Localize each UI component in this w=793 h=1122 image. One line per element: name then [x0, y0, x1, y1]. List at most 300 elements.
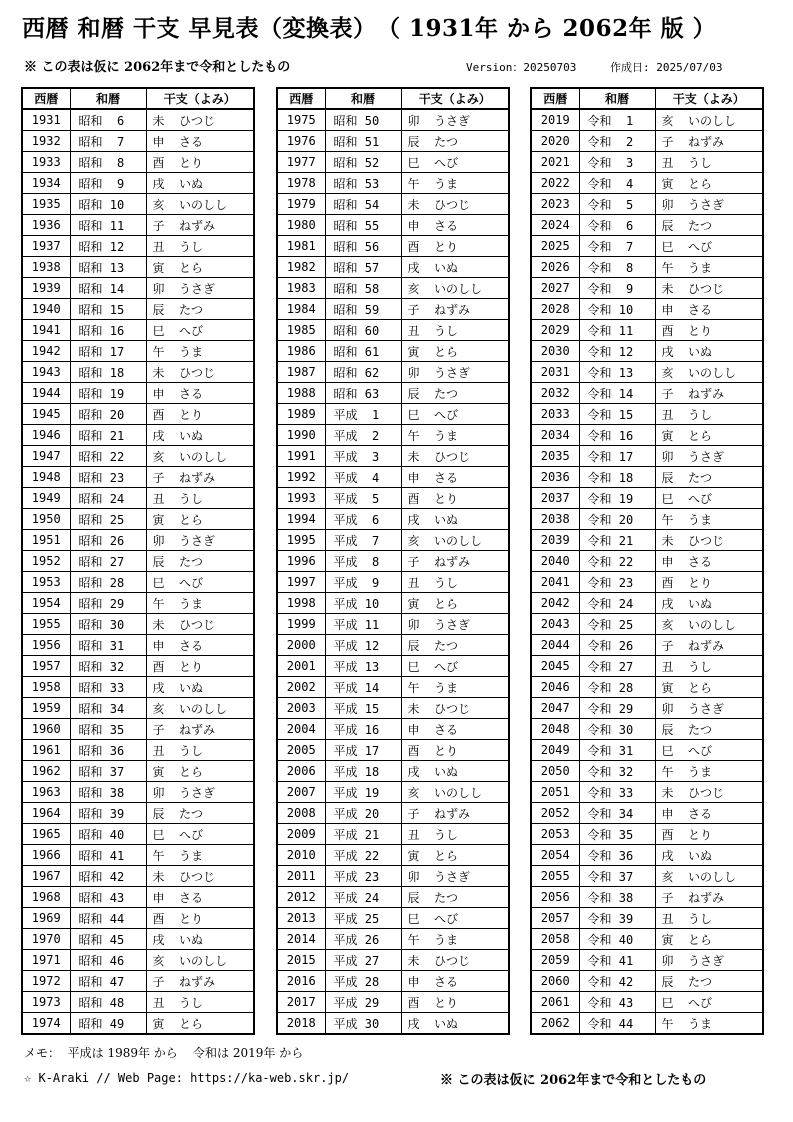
cell-year: 1958	[22, 677, 70, 698]
cell-wareki: 昭和 16	[70, 320, 146, 341]
cell-wareki: 令和 35	[579, 824, 655, 845]
cell-eto: 子 ねずみ	[655, 383, 763, 404]
cell-year: 1940	[22, 299, 70, 320]
table-row	[22, 677, 254, 698]
cell-eto: 巳 へび	[401, 152, 509, 173]
cell-eto: 戌 いぬ	[146, 173, 254, 194]
cell-year: 2022	[531, 173, 579, 194]
cell-wareki: 平成 24	[325, 887, 401, 908]
cell-wareki: 平成 15	[325, 698, 401, 719]
cell-eto: 子 ねずみ	[401, 551, 509, 572]
cell-year: 2007	[277, 782, 325, 803]
cell-eto: 丑 うし	[146, 488, 254, 509]
table-row	[22, 509, 254, 530]
cell-year: 2012	[277, 887, 325, 908]
cell-eto: 子 ねずみ	[146, 971, 254, 992]
cell-wareki: 令和 24	[579, 593, 655, 614]
cell-eto: 申 さる	[401, 971, 509, 992]
cell-year: 1977	[277, 152, 325, 173]
table-row	[277, 509, 509, 530]
cell-year: 1967	[22, 866, 70, 887]
table-row	[531, 278, 763, 299]
cell-wareki: 平成 19	[325, 782, 401, 803]
cell-wareki: 昭和 45	[70, 929, 146, 950]
table-row	[277, 320, 509, 341]
cell-year: 1960	[22, 719, 70, 740]
table-row	[22, 635, 254, 656]
cell-year: 1963	[22, 782, 70, 803]
table-row	[22, 803, 254, 824]
cell-year: 1955	[22, 614, 70, 635]
table-row	[531, 509, 763, 530]
table-row	[22, 152, 254, 173]
cell-eto: 子 ねずみ	[146, 467, 254, 488]
cell-year: 2056	[531, 887, 579, 908]
cell-eto: 巳 へび	[655, 488, 763, 509]
table-row	[531, 404, 763, 425]
cell-eto: 寅 とら	[401, 593, 509, 614]
cell-year: 1984	[277, 299, 325, 320]
table-row	[531, 383, 763, 404]
cell-eto: 午 うま	[146, 341, 254, 362]
table-row	[22, 320, 254, 341]
table-row	[277, 446, 509, 467]
cell-eto: 卯 うさぎ	[146, 782, 254, 803]
cell-wareki: 昭和 57	[325, 257, 401, 278]
table-row	[22, 740, 254, 761]
cell-eto: 巳 へび	[146, 824, 254, 845]
cell-year: 2001	[277, 656, 325, 677]
cell-eto: 辰 たつ	[655, 467, 763, 488]
cell-wareki: 令和 18	[579, 467, 655, 488]
cell-wareki: 昭和 41	[70, 845, 146, 866]
cell-wareki: 昭和 37	[70, 761, 146, 782]
cell-wareki: 平成 9	[325, 572, 401, 593]
cell-year: 2047	[531, 698, 579, 719]
table-row	[277, 782, 509, 803]
cell-eto: 申 さる	[401, 467, 509, 488]
cell-eto: 寅 とら	[401, 341, 509, 362]
column-header-year: 西暦	[277, 88, 325, 109]
cell-eto: 未 ひつじ	[146, 362, 254, 383]
cell-wareki: 昭和 6	[70, 109, 146, 131]
table-row	[277, 467, 509, 488]
cell-year: 2052	[531, 803, 579, 824]
cell-eto: 丑 うし	[655, 656, 763, 677]
cell-wareki: 令和 11	[579, 320, 655, 341]
cell-year: 1998	[277, 593, 325, 614]
cell-eto: 子 ねずみ	[146, 215, 254, 236]
cell-eto: 酉 とり	[401, 740, 509, 761]
cell-year: 1954	[22, 593, 70, 614]
cell-year: 1970	[22, 929, 70, 950]
cell-year: 1968	[22, 887, 70, 908]
table-row	[22, 173, 254, 194]
cell-year: 2062	[531, 1013, 579, 1035]
cell-wareki: 昭和 36	[70, 740, 146, 761]
cell-year: 1956	[22, 635, 70, 656]
cell-wareki: 平成 4	[325, 467, 401, 488]
cell-wareki: 平成 17	[325, 740, 401, 761]
cell-year: 2036	[531, 467, 579, 488]
cell-year: 1986	[277, 341, 325, 362]
table-row	[22, 887, 254, 908]
table-row	[277, 824, 509, 845]
cell-year: 2020	[531, 131, 579, 152]
cell-year: 1974	[22, 1013, 70, 1035]
cell-wareki: 令和 32	[579, 761, 655, 782]
cell-wareki: 平成 2	[325, 425, 401, 446]
cell-year: 1961	[22, 740, 70, 761]
cell-wareki: 令和 13	[579, 362, 655, 383]
cell-year: 2059	[531, 950, 579, 971]
cell-eto: 未 ひつじ	[146, 866, 254, 887]
table-row	[531, 929, 763, 950]
column-header-wareki: 和暦	[579, 88, 655, 109]
table-row	[531, 824, 763, 845]
cell-eto: 申 さる	[655, 803, 763, 824]
cell-eto: 酉 とり	[146, 404, 254, 425]
cell-eto: 戌 いぬ	[655, 341, 763, 362]
cell-eto: 亥 いのしし	[146, 446, 254, 467]
table-row	[277, 971, 509, 992]
cell-wareki: 平成 3	[325, 446, 401, 467]
cell-year: 1936	[22, 215, 70, 236]
column-header-eto: 干支（よみ）	[655, 88, 763, 109]
cell-year: 1950	[22, 509, 70, 530]
cell-year: 1989	[277, 404, 325, 425]
cell-year: 1948	[22, 467, 70, 488]
cell-eto: 辰 たつ	[401, 131, 509, 152]
cell-eto: 寅 とら	[146, 509, 254, 530]
cell-year: 2009	[277, 824, 325, 845]
cell-wareki: 令和 44	[579, 1013, 655, 1035]
table-row	[277, 551, 509, 572]
cell-wareki: 昭和 61	[325, 341, 401, 362]
cell-wareki: 令和 15	[579, 404, 655, 425]
cell-wareki: 令和 12	[579, 341, 655, 362]
cell-wareki: 昭和 52	[325, 152, 401, 173]
table-row	[277, 530, 509, 551]
table-row	[22, 929, 254, 950]
cell-wareki: 昭和 8	[70, 152, 146, 173]
cell-eto: 子 ねずみ	[146, 719, 254, 740]
table-row	[277, 383, 509, 404]
cell-wareki: 令和 40	[579, 929, 655, 950]
cell-wareki: 平成 22	[325, 845, 401, 866]
conversion-table-2	[276, 87, 510, 1035]
table-row	[531, 803, 763, 824]
cell-wareki: 令和 23	[579, 572, 655, 593]
cell-wareki: 昭和 27	[70, 551, 146, 572]
table-row	[22, 761, 254, 782]
cell-eto: 申 さる	[146, 635, 254, 656]
cell-wareki: 令和 33	[579, 782, 655, 803]
table-row	[277, 929, 509, 950]
cell-year: 1965	[22, 824, 70, 845]
cell-year: 2051	[531, 782, 579, 803]
cell-wareki: 昭和 49	[70, 1013, 146, 1035]
table-row	[277, 740, 509, 761]
cell-wareki: 昭和 25	[70, 509, 146, 530]
cell-wareki: 昭和 46	[70, 950, 146, 971]
cell-year: 2011	[277, 866, 325, 887]
cell-year: 2050	[531, 761, 579, 782]
cell-wareki: 昭和 62	[325, 362, 401, 383]
table-row	[22, 425, 254, 446]
table-row	[277, 278, 509, 299]
cell-wareki: 平成 18	[325, 761, 401, 782]
table-row	[22, 698, 254, 719]
cell-wareki: 昭和 40	[70, 824, 146, 845]
cell-wareki: 平成 28	[325, 971, 401, 992]
table-row	[277, 173, 509, 194]
table-row	[277, 908, 509, 929]
cell-year: 2042	[531, 593, 579, 614]
cell-year: 2041	[531, 572, 579, 593]
cell-eto: 寅 とら	[655, 425, 763, 446]
cell-wareki: 昭和 54	[325, 194, 401, 215]
footer-credit: ☆ K-Araki // Web Page: https://ka-web.skr.jp/	[24, 1071, 350, 1085]
cell-wareki: 昭和 15	[70, 299, 146, 320]
cell-year: 2043	[531, 614, 579, 635]
cell-wareki: 昭和 47	[70, 971, 146, 992]
cell-eto: 丑 うし	[401, 572, 509, 593]
cell-wareki: 昭和 34	[70, 698, 146, 719]
cell-wareki: 令和 31	[579, 740, 655, 761]
table-row	[277, 1013, 509, 1035]
table-row	[277, 992, 509, 1013]
cell-year: 1932	[22, 131, 70, 152]
cell-year: 2026	[531, 257, 579, 278]
cell-eto: 午 うま	[401, 425, 509, 446]
table-row	[531, 572, 763, 593]
cell-year: 1995	[277, 530, 325, 551]
table-row	[531, 194, 763, 215]
cell-eto: 卯 うさぎ	[655, 446, 763, 467]
cell-wareki: 昭和 19	[70, 383, 146, 404]
cell-year: 1962	[22, 761, 70, 782]
cell-eto: 巳 へび	[146, 320, 254, 341]
cell-year: 1951	[22, 530, 70, 551]
table-row	[277, 362, 509, 383]
cell-eto: 丑 うし	[655, 908, 763, 929]
cell-year: 2002	[277, 677, 325, 698]
table-row	[277, 131, 509, 152]
cell-eto: 辰 たつ	[146, 803, 254, 824]
cell-year: 2003	[277, 698, 325, 719]
cell-eto: 巳 へび	[146, 572, 254, 593]
cell-wareki: 令和 17	[579, 446, 655, 467]
table-row	[22, 593, 254, 614]
cell-wareki: 平成 5	[325, 488, 401, 509]
cell-eto: 辰 たつ	[401, 887, 509, 908]
cell-eto: 戌 いぬ	[146, 677, 254, 698]
cell-year: 2045	[531, 656, 579, 677]
cell-year: 2034	[531, 425, 579, 446]
cell-eto: 巳 へび	[655, 740, 763, 761]
table-row	[531, 488, 763, 509]
cell-eto: 酉 とり	[401, 236, 509, 257]
cell-wareki: 令和 4	[579, 173, 655, 194]
cell-year: 1943	[22, 362, 70, 383]
cell-eto: 子 ねずみ	[401, 299, 509, 320]
cell-eto: 亥 いのしし	[655, 362, 763, 383]
cell-eto: 巳 へび	[401, 908, 509, 929]
table-row	[22, 656, 254, 677]
cell-wareki: 平成 14	[325, 677, 401, 698]
cell-year: 2018	[277, 1013, 325, 1035]
cell-year: 1972	[22, 971, 70, 992]
cell-wareki: 昭和 44	[70, 908, 146, 929]
table-row	[531, 782, 763, 803]
table-row	[531, 131, 763, 152]
cell-wareki: 令和 25	[579, 614, 655, 635]
cell-wareki: 平成 1	[325, 404, 401, 425]
cell-wareki: 昭和 30	[70, 614, 146, 635]
cell-eto: 卯 うさぎ	[655, 698, 763, 719]
table-row	[277, 425, 509, 446]
table-row	[22, 236, 254, 257]
cell-year: 2030	[531, 341, 579, 362]
cell-eto: 丑 うし	[401, 320, 509, 341]
cell-eto: 午 うま	[655, 761, 763, 782]
cell-eto: 午 うま	[655, 257, 763, 278]
cell-year: 2029	[531, 320, 579, 341]
cell-eto: 亥 いのしし	[146, 698, 254, 719]
table-row	[22, 109, 254, 131]
table-row	[277, 614, 509, 635]
cell-year: 1944	[22, 383, 70, 404]
table-row	[531, 635, 763, 656]
cell-year: 2006	[277, 761, 325, 782]
cell-wareki: 令和 7	[579, 236, 655, 257]
created-date: 作成日: 2025/07/03	[610, 61, 723, 74]
table-row	[531, 593, 763, 614]
cell-wareki: 昭和 18	[70, 362, 146, 383]
table-row	[22, 278, 254, 299]
cell-year: 2048	[531, 719, 579, 740]
cell-wareki: 令和 5	[579, 194, 655, 215]
cell-eto: 戌 いぬ	[655, 593, 763, 614]
cell-eto: 午 うま	[401, 677, 509, 698]
cell-eto: 卯 うさぎ	[655, 950, 763, 971]
cell-year: 1992	[277, 467, 325, 488]
cell-year: 2039	[531, 530, 579, 551]
cell-wareki: 平成 16	[325, 719, 401, 740]
cell-eto: 辰 たつ	[401, 635, 509, 656]
table-row	[531, 551, 763, 572]
cell-eto: 巳 へび	[655, 992, 763, 1013]
cell-eto: 戌 いぬ	[655, 845, 763, 866]
cell-year: 1952	[22, 551, 70, 572]
table-row	[277, 488, 509, 509]
cell-year: 2005	[277, 740, 325, 761]
cell-eto: 戌 いぬ	[146, 425, 254, 446]
cell-eto: 午 うま	[401, 929, 509, 950]
cell-wareki: 令和 41	[579, 950, 655, 971]
table-row	[277, 866, 509, 887]
cell-year: 1993	[277, 488, 325, 509]
cell-wareki: 令和 22	[579, 551, 655, 572]
cell-wareki: 昭和 42	[70, 866, 146, 887]
cell-eto: 巳 へび	[401, 404, 509, 425]
cell-year: 1942	[22, 341, 70, 362]
cell-wareki: 平成 25	[325, 908, 401, 929]
cell-year: 1987	[277, 362, 325, 383]
table-row	[22, 362, 254, 383]
cell-year: 2061	[531, 992, 579, 1013]
cell-eto: 卯 うさぎ	[401, 614, 509, 635]
table-row	[531, 992, 763, 1013]
cell-wareki: 昭和 10	[70, 194, 146, 215]
cell-year: 2008	[277, 803, 325, 824]
cell-year: 1990	[277, 425, 325, 446]
cell-year: 1971	[22, 950, 70, 971]
cell-year: 1994	[277, 509, 325, 530]
cell-eto: 丑 うし	[146, 992, 254, 1013]
cell-eto: 卯 うさぎ	[401, 362, 509, 383]
cell-eto: 亥 いのしし	[655, 614, 763, 635]
table-row	[22, 971, 254, 992]
cell-eto: 丑 うし	[146, 236, 254, 257]
footer-memo: メモ： 平成は 1989年 から 令和は 2019年 から	[24, 1046, 304, 1060]
cell-wareki: 昭和 35	[70, 719, 146, 740]
table-row	[277, 257, 509, 278]
table-row	[22, 488, 254, 509]
table-row	[277, 761, 509, 782]
table-row	[22, 824, 254, 845]
cell-eto: 戌 いぬ	[146, 929, 254, 950]
cell-wareki: 昭和 9	[70, 173, 146, 194]
cell-eto: 亥 いのしし	[401, 782, 509, 803]
cell-eto: 酉 とり	[655, 320, 763, 341]
cell-wareki: 昭和 48	[70, 992, 146, 1013]
cell-wareki: 平成 26	[325, 929, 401, 950]
table-row	[22, 446, 254, 467]
cell-eto: 午 うま	[146, 593, 254, 614]
table-row	[22, 614, 254, 635]
cell-eto: 申 さる	[655, 551, 763, 572]
cell-eto: 辰 たつ	[146, 551, 254, 572]
table-row	[531, 887, 763, 908]
cell-wareki: 令和 29	[579, 698, 655, 719]
table-row	[531, 719, 763, 740]
cell-eto: 卯 うさぎ	[146, 530, 254, 551]
table-row	[531, 236, 763, 257]
cell-wareki: 昭和 60	[325, 320, 401, 341]
table-row	[277, 593, 509, 614]
table-row	[277, 236, 509, 257]
cell-eto: 申 さる	[401, 719, 509, 740]
table-row	[277, 572, 509, 593]
table-row	[277, 803, 509, 824]
cell-year: 2038	[531, 509, 579, 530]
cell-year: 2054	[531, 845, 579, 866]
cell-year: 2024	[531, 215, 579, 236]
column-header-wareki: 和暦	[70, 88, 146, 109]
cell-eto: 午 うま	[655, 509, 763, 530]
table-row	[531, 362, 763, 383]
column-header-year: 西暦	[22, 88, 70, 109]
cell-eto: 未 ひつじ	[401, 194, 509, 215]
cell-year: 1981	[277, 236, 325, 257]
cell-eto: 酉 とり	[146, 908, 254, 929]
cell-wareki: 平成 23	[325, 866, 401, 887]
cell-eto: 未 ひつじ	[655, 278, 763, 299]
cell-wareki: 昭和 20	[70, 404, 146, 425]
cell-year: 1975	[277, 109, 325, 131]
